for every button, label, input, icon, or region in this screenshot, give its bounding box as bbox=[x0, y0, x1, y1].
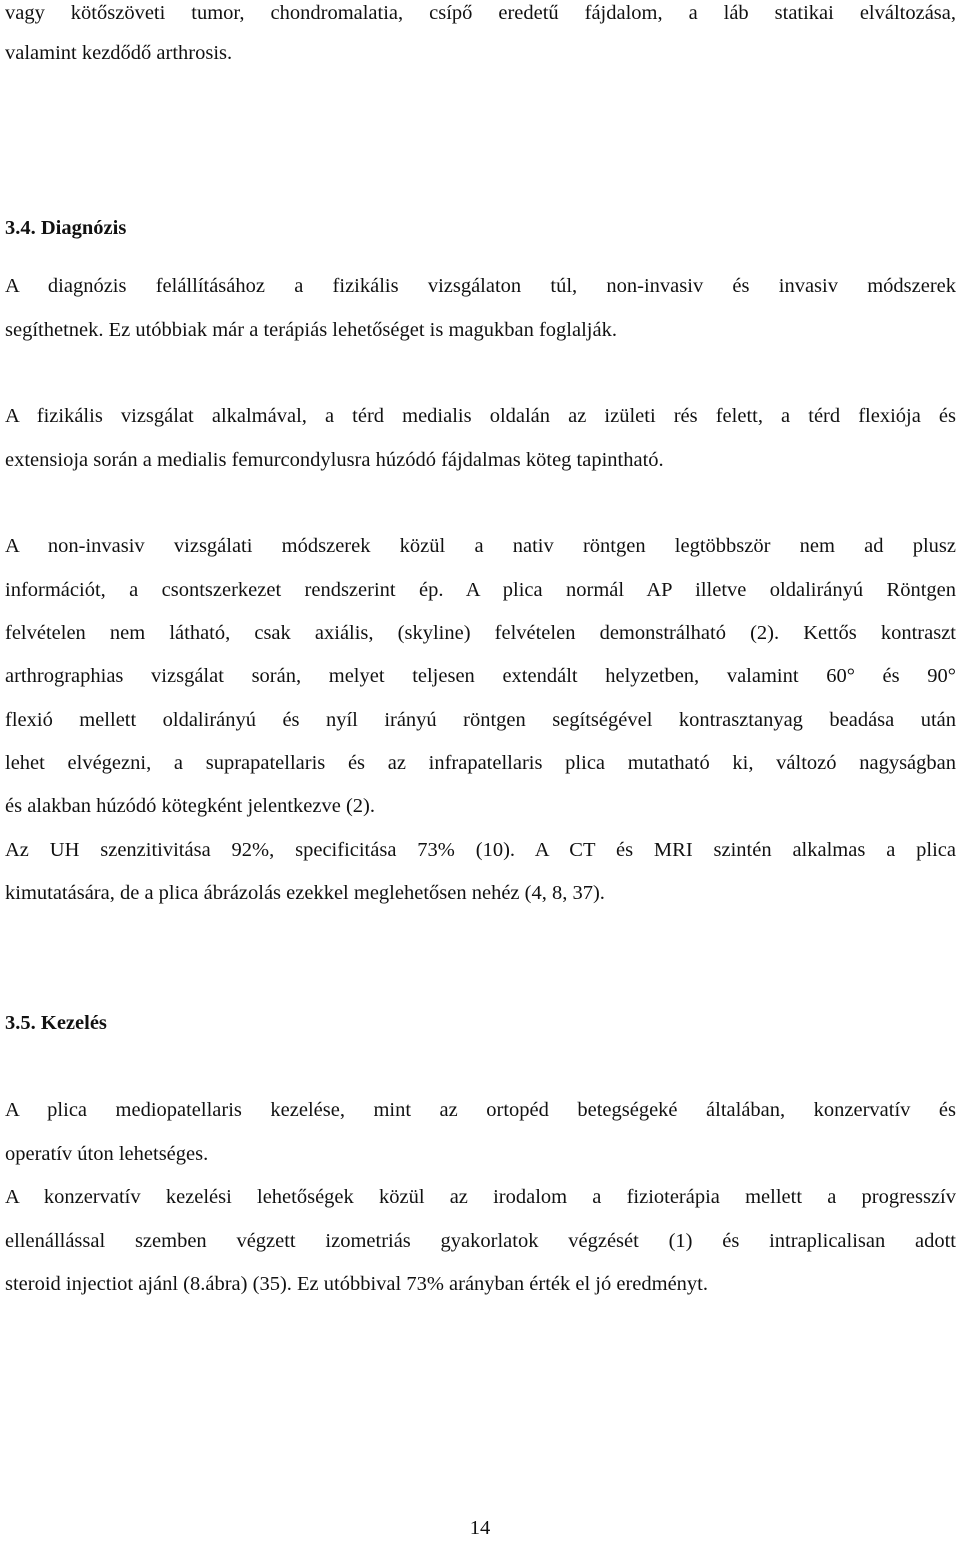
text-line: lehet elvégezni, a suprapatellaris és az infrapatellaris plica mutatható ki, változó nagyságban bbox=[5, 752, 956, 774]
text-line: segíthetnek. Ez utóbbiak már a terápiás lehetőséget is magukban foglalják. bbox=[5, 319, 617, 341]
section-heading: 3.5. Kezelés bbox=[5, 1012, 107, 1034]
text-line: A konzervatív kezelési lehetőségek közül az irodalom a fizioterápia mellett a progresszív bbox=[5, 1186, 956, 1208]
text-line: steroid injectiot ajánl (8.ábra) (35). Ez utóbbival 73% arányban érték el jó eredményt. bbox=[5, 1273, 708, 1295]
text-line: A diagnózis felállításához a fizikális vizsgálaton túl, non-invasiv és invasiv módszerek bbox=[5, 275, 956, 297]
text-line: flexió mellett oldalirányú és nyíl irányú röntgen segítségével kontrasztanyag beadása után bbox=[5, 709, 956, 731]
text-line: A plica mediopatellaris kezelése, mint az ortopéd betegségeké általában, konzervatív és bbox=[5, 1099, 956, 1121]
text-line: ellenállással szemben végzett izometriás gyakorlatok végzését (1) és intraplicalisan adott bbox=[5, 1230, 956, 1252]
text-line: és alakban húzódó kötegként jelentkezve (2). bbox=[5, 795, 375, 817]
text-line: A fizikális vizsgálat alkalmával, a térd medialis oldalán az izületi rés felett, a térd flexiója és bbox=[5, 405, 956, 427]
text-line: vagy kötőszöveti tumor, chondromalatia, csípő eredetű fájdalom, a láb statikai elváltozása, bbox=[5, 2, 956, 24]
text-line: operatív úton lehetséges. bbox=[5, 1143, 209, 1165]
text-line: kimutatására, de a plica ábrázolás ezekkel meglehetősen nehéz (4, 8, 37). bbox=[5, 882, 605, 904]
text-line: extensioja során a medialis femurcondylusra húzódó fájdalmas köteg tapintható. bbox=[5, 449, 664, 471]
section-heading: 3.4. Diagnózis bbox=[5, 217, 127, 239]
page-number: 14 bbox=[469, 1517, 491, 1539]
text-line: Az UH szenzitivitása 92%, specificitása 73% (10). A CT és MRI szintén alkalmas a plica bbox=[5, 839, 956, 861]
text-line: felvételen nem látható, csak axiális, (skyline) felvételen demonstrálható (2). Kettős kontraszt bbox=[5, 622, 956, 644]
text-line: információt, a csontszerkezet rendszerint ép. A plica normál AP illetve oldalirányú Röntgen bbox=[5, 579, 956, 601]
text-line: A non-invasiv vizsgálati módszerek közül a nativ röntgen legtöbbször nem ad plusz bbox=[5, 535, 956, 557]
text-line: valamint kezdődő arthrosis. bbox=[5, 42, 233, 64]
text-line: arthrographias vizsgálat során, melyet teljesen extendált helyzetben, valamint 60° és 90° bbox=[5, 665, 956, 687]
